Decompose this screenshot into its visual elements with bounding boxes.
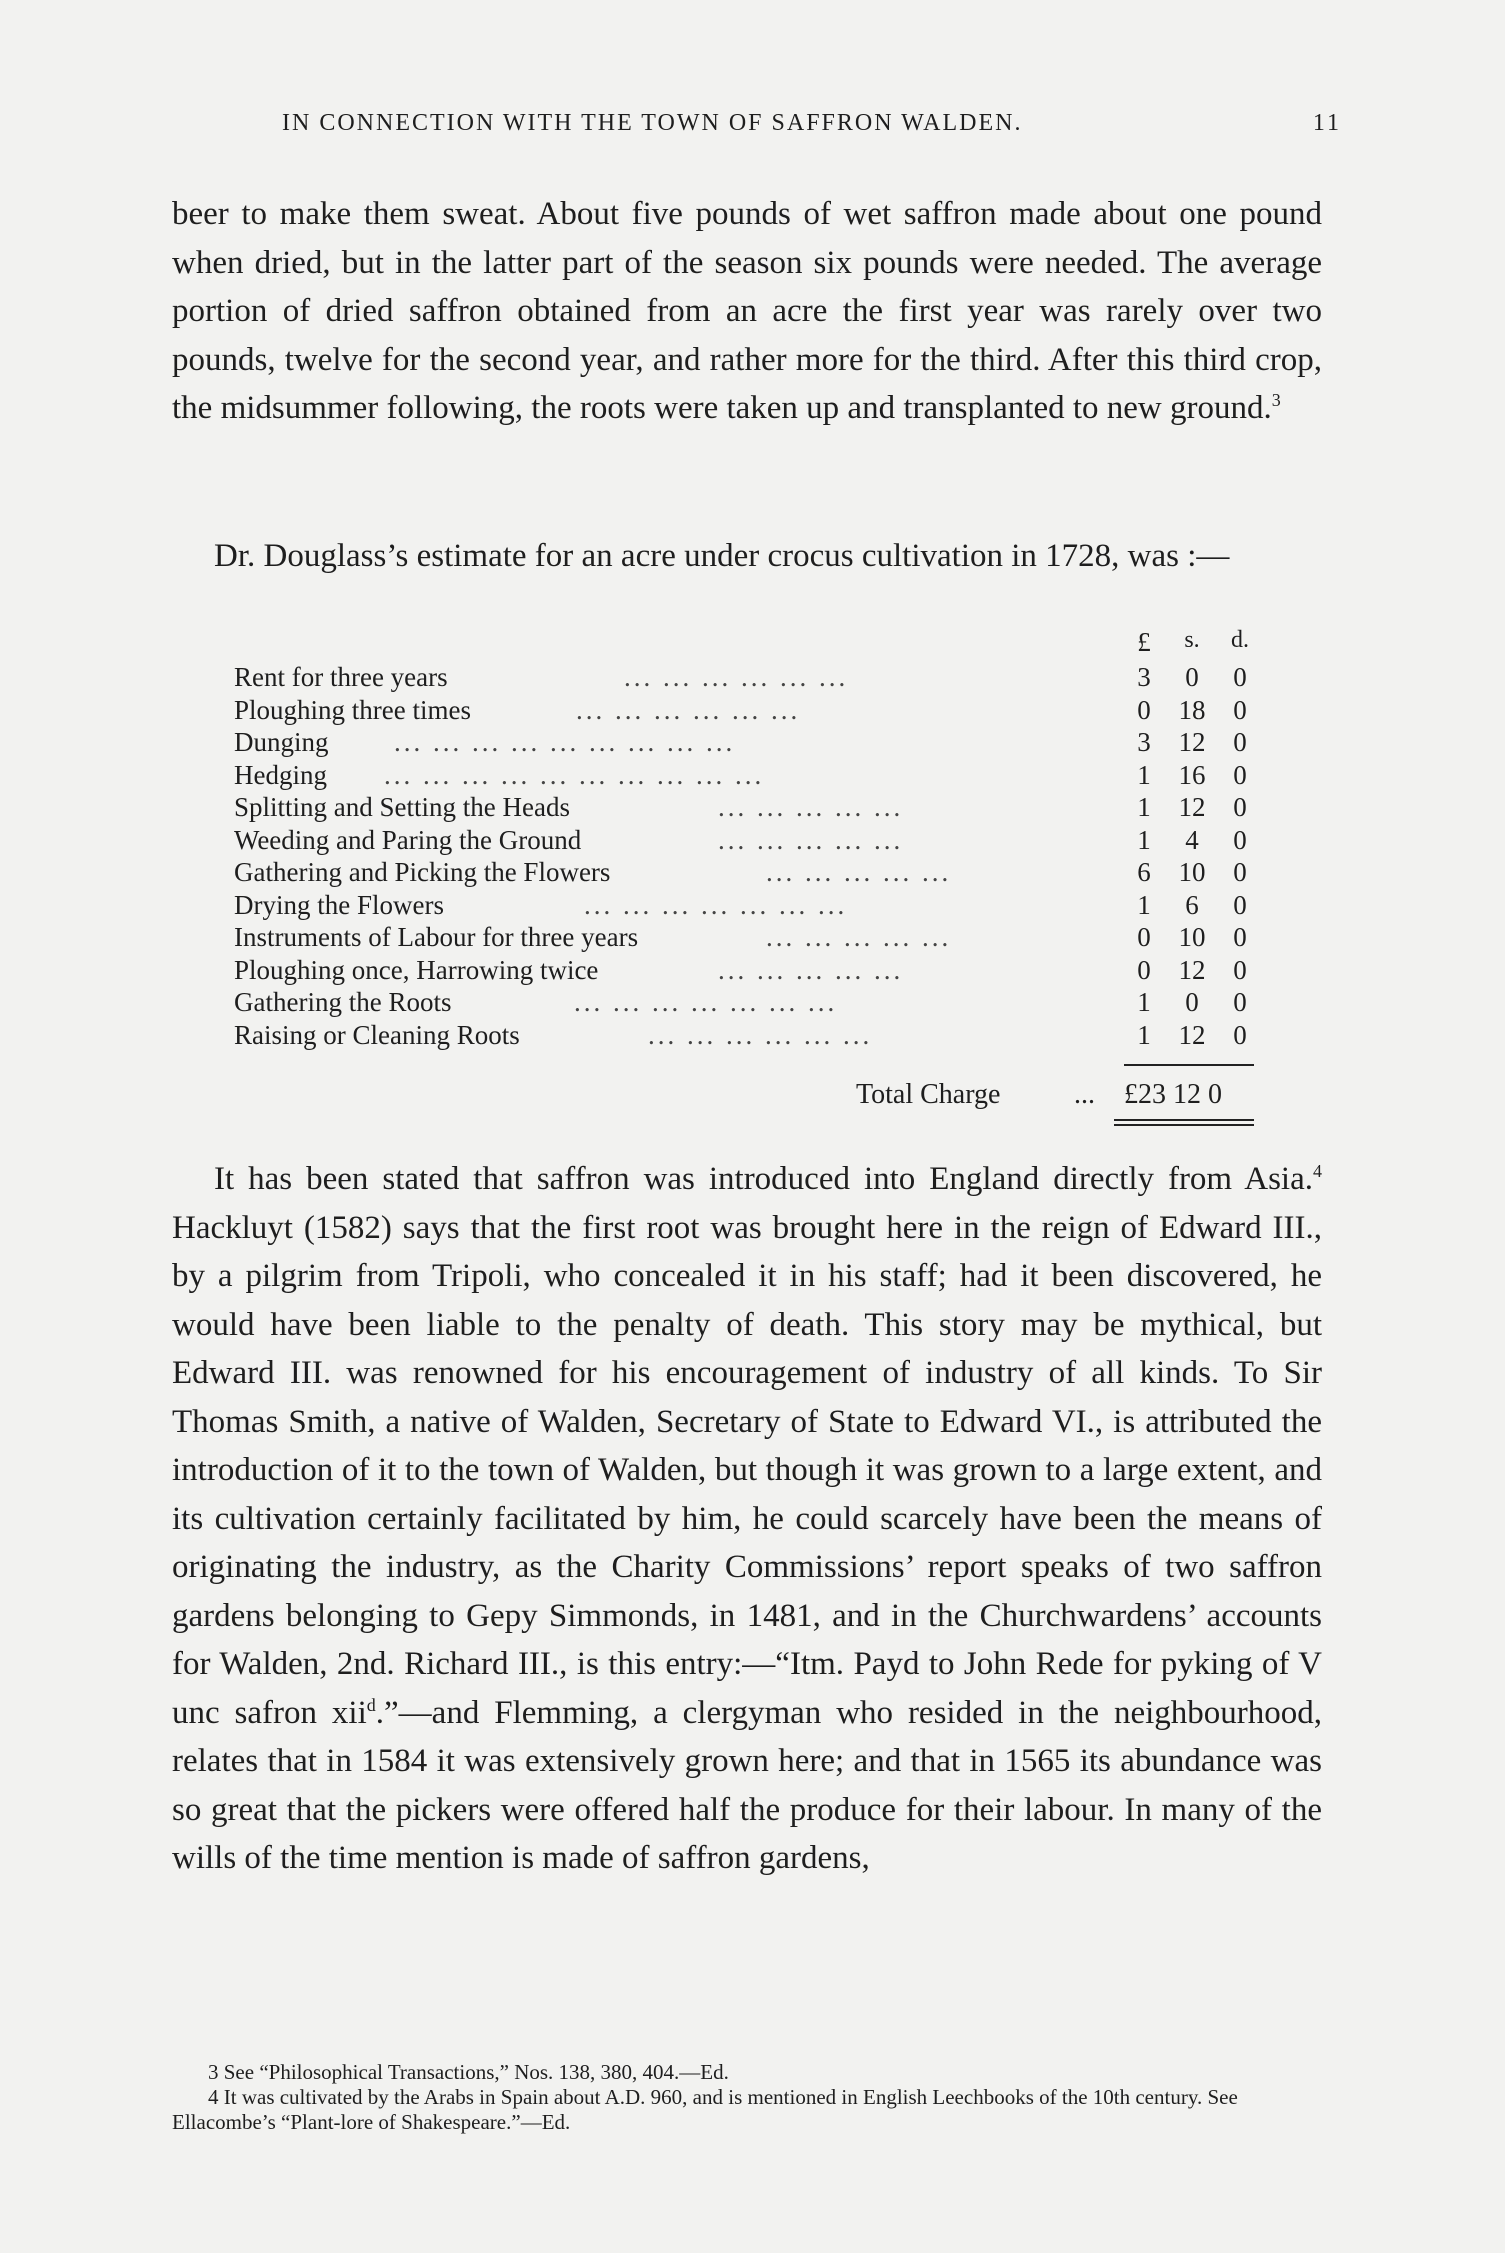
paragraph-saffron-yield xyxy=(172,190,1322,433)
expense-label: Raising or Cleaning Roots xyxy=(234,1019,520,1050)
expense-label: Rent for three years xyxy=(234,662,448,692)
expense-table-header xyxy=(234,627,1264,661)
amount-pounds: 1 xyxy=(1137,987,1151,1017)
paragraph-text: beer to make them sweat. About five pounds of wet saffron made about one pound when dried, but in the latter part of the season six pounds were needed. The average portion of dried saffron obtained from an acre the first year was rarely over two pounds, twelve for the second year, and rather more for the third. After this third crop, the midsummer following, the roots were taken up and transplanted to new ground. xyxy=(172,196,1322,426)
expense-label: Dunging xyxy=(234,727,329,757)
superscript-d: d xyxy=(366,1694,376,1715)
total-leader: ... xyxy=(1074,1079,1095,1110)
amount-shillings: 10 xyxy=(1178,922,1206,952)
amount-shillings: 10 xyxy=(1178,857,1206,887)
amount-shillings: 12 xyxy=(1178,727,1206,757)
amount-pence: 0 xyxy=(1233,727,1247,757)
amount-pounds: 0 xyxy=(1137,694,1151,725)
amount-pounds: 6 xyxy=(1137,857,1151,887)
expense-row xyxy=(234,726,1264,758)
amount-pence: 0 xyxy=(1233,662,1247,692)
expense-row xyxy=(234,889,1264,921)
amount-pence: 0 xyxy=(1233,792,1247,822)
amount-pounds: 1 xyxy=(1137,759,1151,790)
footnote-4: 4 It was cultivated by the Arabs in Spain about A.D. 960, and is mentioned in English Leechbooks of the 10th century. See Ellacombe’s “Plant-lore of Shakespeare.”—Ed. xyxy=(172,2085,1238,2134)
total-amount: £23 12 0 xyxy=(1124,1079,1222,1110)
expense-row xyxy=(234,661,1264,693)
expense-label: Ploughing three times xyxy=(234,694,471,725)
footnote-3: 3 See “Philosophical Transactions,” Nos. 138, 380, 404.—Ed. xyxy=(208,2060,729,2084)
paragraph-introduction xyxy=(172,1155,1322,1883)
expense-row xyxy=(234,791,1264,823)
amount-pence: 0 xyxy=(1233,987,1247,1017)
amount-pounds: 0 xyxy=(1137,922,1151,952)
amount-pounds: 3 xyxy=(1137,727,1151,757)
footnotes xyxy=(172,2060,1322,2135)
expense-row xyxy=(234,759,1264,791)
amount-shillings: 12 xyxy=(1178,792,1206,822)
column-header-shillings: s. xyxy=(1184,627,1200,653)
expense-label: Gathering and Picking the Flowers xyxy=(234,857,611,887)
expense-row xyxy=(234,921,1264,953)
total-label: Total Charge xyxy=(856,1079,1001,1110)
amount-shillings: 0 xyxy=(1185,662,1199,692)
expense-leader: ... ... ... ... ... ... ... xyxy=(574,987,838,1017)
total-row xyxy=(234,1075,1264,1115)
expense-leader: ... ... ... ... ... ... ... ... ... xyxy=(394,727,736,757)
page-number: 11 xyxy=(1312,110,1342,136)
amount-pounds: 1 xyxy=(1137,889,1151,920)
amount-shillings: 6 xyxy=(1185,889,1199,920)
expense-leader: ... ... ... ... ... xyxy=(718,824,904,855)
expense-row xyxy=(234,1019,1264,1051)
expense-leader: ... ... ... ... ... ... xyxy=(648,1019,873,1050)
footnote-ref-4: 4 xyxy=(1313,1161,1322,1181)
total-rule-2 xyxy=(1114,1124,1254,1126)
amount-shillings: 18 xyxy=(1178,694,1206,725)
expense-label: Splitting and Setting the Heads xyxy=(234,792,570,822)
expense-leader: ... ... ... ... ... xyxy=(718,792,904,822)
column-header-pence: d. xyxy=(1231,627,1249,653)
expense-row xyxy=(234,856,1264,888)
paragraph-text: Dr. Douglass’s estimate for an acre under crocus cultivation in 1728, was :— xyxy=(214,538,1230,574)
paragraph-text-a: It has been stated that saffron was introduced into England directly from Asia. xyxy=(214,1161,1313,1197)
sum-rule xyxy=(1124,1064,1254,1066)
amount-shillings: 12 xyxy=(1178,1019,1206,1050)
amount-pence: 0 xyxy=(1233,1019,1247,1050)
expense-leader: ... ... ... ... ... ... ... ... ... ... xyxy=(384,759,765,790)
expense-label: Instruments of Labour for three years xyxy=(234,922,639,952)
expense-row xyxy=(234,954,1264,986)
paragraph-text-b: Hackluyt (1582) says that the first root was brought here in the reign of Edward III., by a pilgrim from Tripoli, who concealed it in his staff; had it been discovered, he would have been liable to the penalty of death. This story may be mythical, but Edward III. was renowned for his encouragement of industry of all kinds. To Sir Thomas Smith, a native of Walden, Secretary of State to Edward VI., is attributed the introduction of it to the town of Walden, but though it was grown to a large extent, and its cultivation certainly facilitated by him, he could scarcely have been the means of originating the industry, as the Charity Commissions’ report speaks of two saffron gardens belonging to Gepy Simmonds, in 1481, and in the Churchwardens’ accounts for Walden, 2nd. Richard III., is this entry:—“Itm. Payd to John Rede for pyking of V unc safron xii xyxy=(172,1209,1322,1731)
amount-shillings: 12 xyxy=(1178,954,1206,985)
expense-leader: ... ... ... ... ... xyxy=(766,857,952,887)
paragraph-douglass-estimate xyxy=(172,532,1322,581)
expense-row xyxy=(234,694,1264,726)
expense-label: Drying the Flowers xyxy=(234,889,444,920)
column-header-pounds: £ xyxy=(1137,627,1151,657)
amount-shillings: 0 xyxy=(1185,987,1199,1017)
amount-pence: 0 xyxy=(1233,824,1247,855)
expense-leader: ... ... ... ... ... xyxy=(718,954,904,985)
expense-label: Weeding and Paring the Ground xyxy=(234,824,582,855)
expense-leader: ... ... ... ... ... ... xyxy=(576,694,801,725)
amount-pounds: 0 xyxy=(1137,954,1151,985)
footnote-ref-3: 3 xyxy=(1271,390,1281,410)
expense-row xyxy=(234,986,1264,1018)
amount-pounds: 1 xyxy=(1137,1019,1151,1050)
amount-pence: 0 xyxy=(1233,889,1247,920)
running-header xyxy=(282,110,1342,137)
amount-pounds: 3 xyxy=(1137,662,1151,692)
amount-shillings: 4 xyxy=(1185,824,1199,855)
amount-pence: 0 xyxy=(1233,694,1247,725)
expense-label: Gathering the Roots xyxy=(234,987,452,1017)
amount-pence: 0 xyxy=(1233,922,1247,952)
running-title: IN CONNECTION WITH THE TOWN OF SAFFRON WALDEN. xyxy=(282,110,1023,136)
amount-pounds: 1 xyxy=(1137,792,1151,822)
expense-leader: ... ... ... ... ... ... xyxy=(624,662,849,692)
expense-label: Hedging xyxy=(234,759,327,790)
amount-pence: 0 xyxy=(1233,954,1247,985)
amount-shillings: 16 xyxy=(1178,759,1206,790)
expense-row xyxy=(234,824,1264,856)
expense-leader: ... ... ... ... ... xyxy=(766,922,952,952)
expense-label: Ploughing once, Harrowing twice xyxy=(234,954,599,985)
expense-leader: ... ... ... ... ... ... ... xyxy=(584,889,848,920)
paragraph-text-c: .”—and Flemming, a clergyman who resided in the neighbourhood, relates that in 1584 it was extensively grown here; and that in 1565 its abundance was so great that the pickers were offered half the produce for their labour. In many of the wills of the time mention is made of saffron gardens, xyxy=(172,1694,1323,1876)
amount-pence: 0 xyxy=(1233,759,1247,790)
amount-pence: 0 xyxy=(1233,857,1247,887)
amount-pounds: 1 xyxy=(1137,824,1151,855)
total-rule-1 xyxy=(1114,1119,1254,1121)
